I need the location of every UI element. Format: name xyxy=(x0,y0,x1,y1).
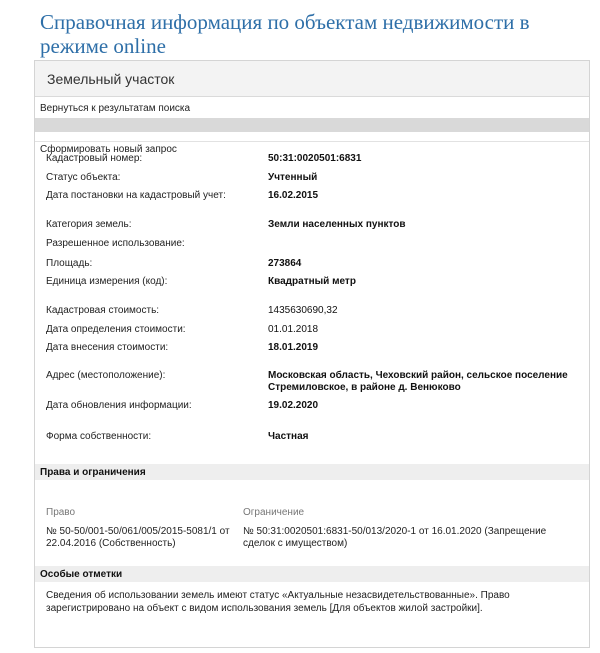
field-label: Дата постановки на кадастровый учет: xyxy=(46,190,226,201)
field-label: Кадастровый номер: xyxy=(46,153,143,164)
restriction-column-header: Ограничение xyxy=(243,507,305,518)
rights-section-title: Права и ограничения xyxy=(35,464,589,480)
field-value: 01.01.2018 xyxy=(268,324,319,335)
field-label: Форма собственности: xyxy=(46,431,152,442)
field-value: Учтенный xyxy=(268,172,318,183)
object-type-header: Земельный участок xyxy=(35,61,589,97)
field-value: 16.02.2015 xyxy=(268,190,319,201)
notes-section-title: Особые отметки xyxy=(35,566,589,582)
field-label: Адрес (местоположение): xyxy=(46,370,166,381)
new-request-link[interactable]: Сформировать новый запрос xyxy=(35,141,589,157)
field-value: 1435630690,32 xyxy=(268,305,338,316)
field-value: 18.01.2019 xyxy=(268,342,319,353)
field-label: Категория земель: xyxy=(46,219,132,230)
restriction-value: № 50:31:0020501:6831-50/013/2020-1 от 16.01.2020 (Запрещение сделок с имуществом) xyxy=(243,526,547,549)
field-label: Разрешенное использование: xyxy=(46,238,185,249)
back-to-results-link[interactable]: Вернуться к результатам поиска xyxy=(40,103,191,114)
field-label: Статус объекта: xyxy=(46,172,121,183)
field-label: Дата внесения стоимости: xyxy=(46,342,169,353)
object-card xyxy=(34,60,590,648)
field-value: 19.02.2020 xyxy=(268,400,319,411)
field-value: Частная xyxy=(268,431,309,442)
field-value: 50:31:0020501:6831 xyxy=(268,153,362,164)
field-value: Земли населенных пунктов xyxy=(268,219,406,230)
field-value: 273864 xyxy=(268,258,302,269)
notes-text: Сведения об использовании земель имеют статус «Актуальные незасвидетельствованные». Право зарегистрировано на объект с видом использования земель [Для объектов жилой застройки]. xyxy=(46,590,510,614)
field-label: Единица измерения (код): xyxy=(46,276,168,287)
field-label: Дата определения стоимости: xyxy=(46,324,186,335)
field-label: Дата обновления информации: xyxy=(46,400,192,411)
rights-column-header: Право xyxy=(46,507,76,518)
field-value: Московская область, Чеховский район, сельское поселение Стремиловское, в районе д. Венюково xyxy=(268,370,568,393)
field-value: Квадратный метр xyxy=(268,276,356,287)
right-value: № 50-50/001-50/061/005/2015-5081/1 от 22.04.2016 (Собственность) xyxy=(46,526,230,549)
field-label: Площадь: xyxy=(46,258,93,269)
divider-band xyxy=(35,118,589,132)
field-label: Кадастровая стоимость: xyxy=(46,305,160,316)
page-title: Справочная информация по объектам недвижимости в режиме online xyxy=(40,10,530,58)
